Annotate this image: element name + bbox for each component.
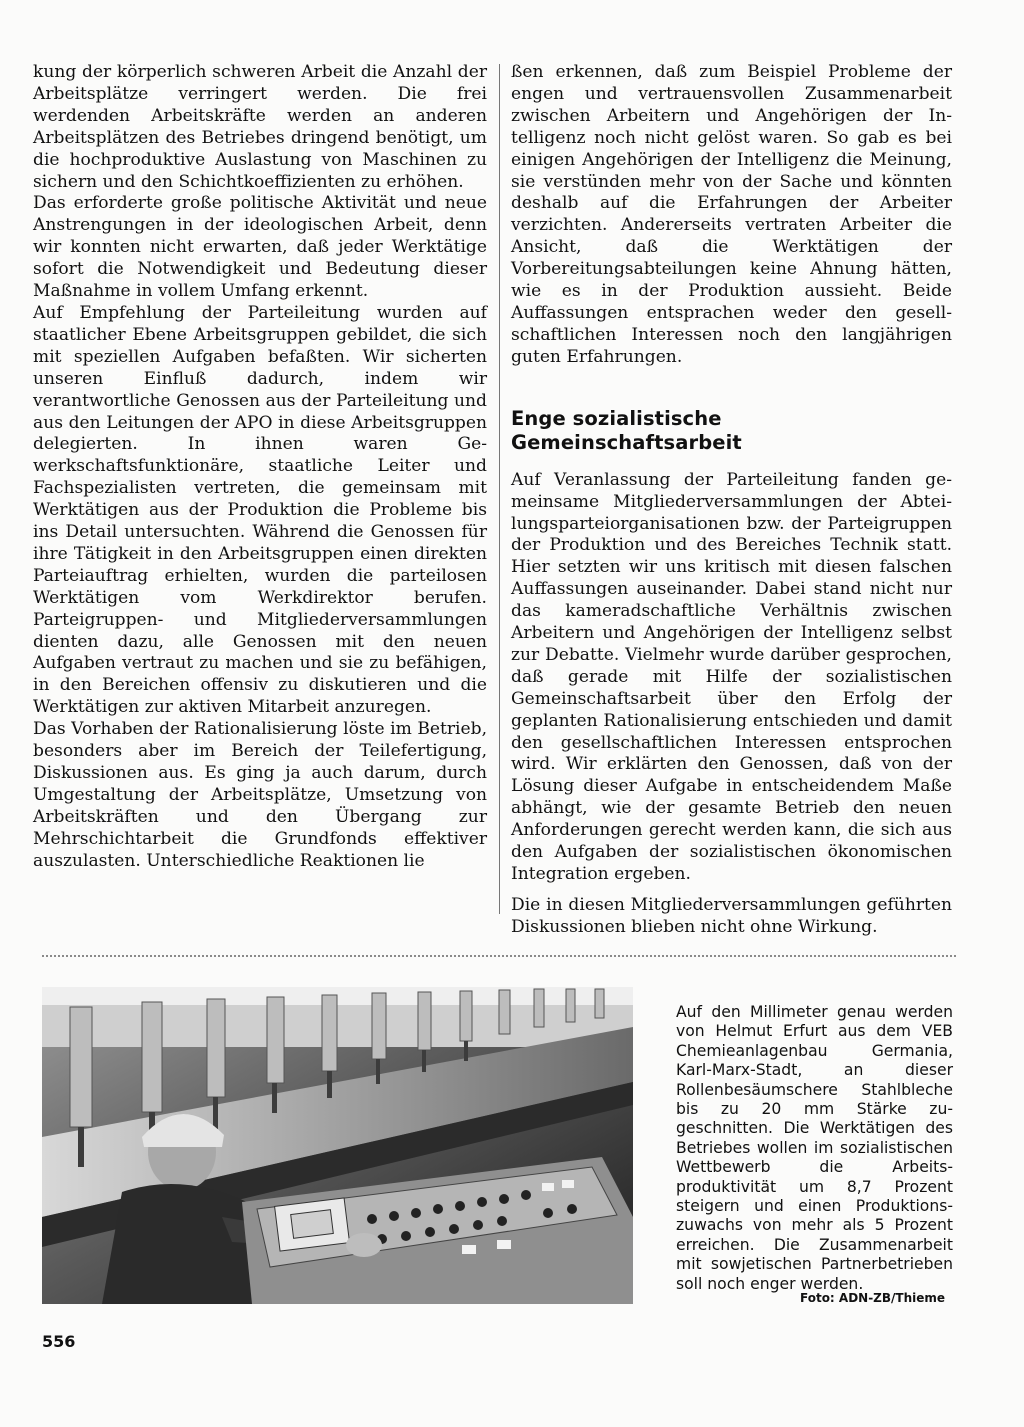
- paragraph: Auf Empfehlung der Parteileitung wurden auf staatlicher Ebene Arbeitsgruppen gebildet, die sich mit speziellen Aufgaben befaßten. Wir sicherten unseren Einfluß dadurch, indem wir verantwortliche Genossen aus der Parteileitung und aus den Leitungen der APO in diese Arbeitsgruppen delegierten. In ihnen waren Gewerkschaftsfunktionäre, staatliche Leiter und Fachspezialisten vertreten, die gemeinsam mit Werktätigen aus der Produktion die Probleme bis ins Detail untersuchten. Während die Genossen für ihre Tätigkeit in den Arbeitsgruppen einen direkten Parteiauftrag erhielten, wurden die parteilosen Werktätigen vom Werkdirektor berufen. Parteigruppen- und Mitgliederversammlungen dienten dazu, alle Genossen mit den neuen Aufgaben vertraut zu machen und sie zu befähigen, in den Bereichen offensiv zu diskutieren und die Werktätigen zur aktiven Mitarbeit anzuregen.: [33, 302, 487, 718]
- photo-illustration: [42, 987, 633, 1304]
- left-text-column: [33, 62, 487, 873]
- section-divider: [42, 955, 956, 957]
- paragraph: kung der körperlich schweren Arbeit die Anzahl der Arbeitsplätze verringert werden. Die frei werdenden Arbeitskräfte werden an anderen Arbeitsplätzen des Betriebes dringend benötigt, um die hochproduktive Auslastung von Maschinen zu sichern und den Schichtkoeffizienten zu erhöhen.: [33, 62, 487, 192]
- paragraph: Auf Veranlassung der Parteileitung fanden gemeinsame Mitgliederversammlungen der Abteilungsparteiorganisationen bzw. der Parteigruppen der Produktion und des Bereiches Technik statt. Hier setzten wir uns kritisch mit diesen falschen Auffassungen auseinander. Dabei stand nicht nur das kameradschaftliche Verhältnis zwischen Arbeitern und Angehörigen der Intelligenz selbst zur Debatte. Vielmehr wurde darüber gesprochen, daß gerade mit Hilfe der sozialistischen Gemeinschaftsarbeit über den Erfolg der geplanten Rationalisierung entschieden und damit den gesellschaftlichen Interessen entsprochen wird. Wir erklärten den Genossen, daß von der Lösung dieser Aufgabe in entscheidendem Maße abhängt, wie der gesamte Betrieb den neuen Anforderungen gerecht werden kann, die sich aus den Aufgaben der sozialistischen ökonomischen Integration ergeben.: [511, 469, 952, 884]
- right-text-column: [511, 62, 952, 939]
- paragraph: Die in diesen Mitgliederversammlungen geführten Diskussionen blieben nicht ohne Wirkung.: [511, 894, 952, 937]
- photo-industrial-control-panel: [42, 987, 633, 1304]
- paragraph-gap: [511, 886, 952, 895]
- photo-caption: Auf den Millimeter genau werden von Helmut Erfurt aus dem VEB Chemieanlagenbau Germania, Karl-Marx-Stadt, an dieser Rollenbesäumschere Stahlbleche bis zu 20 mm Stärke zugeschnitten. Die Werktätigen des Betriebes wollen im sozialistischen Wettbewerb die Arbeitsproduktivität um 8,7 Prozent steigern und einen Produktionszuwachs von mehr als 5 Prozent erreichen. Die Zusammenarbeit mit sowjetischen Partnerbetrieben soll noch enger werden.: [676, 1003, 953, 1293]
- column-divider: [499, 64, 500, 914]
- photo-credit: Foto: ADN-ZB/Thieme: [800, 1291, 946, 1305]
- paragraph: Das Vorhaben der Rationalisierung löste im Betrieb, besonders aber im Bereich der Teilefertigung, Diskussionen aus. Es ging ja auch darum, durch Umgestaltung der Arbeitsplätze, Umsetzung von Arbeitskräften und den Übergang zur Mehrschichtarbeit die Grundfonds effektiver auszulasten. Unterschiedliche Reaktionen lie: [33, 719, 487, 871]
- paragraph: ßen erkennen, daß zum Beispiel Probleme der engen und vertrauensvollen Zusammenarbeit zwischen Arbeitern und Angehörigen der Intelligenz noch nicht gelöst waren. So gab es bei einigen Angehörigen der Intelligenz die Meinung, sie verstünden mehr von der Sache und könnten deshalb auf die Erfahrungen der Arbeiter verzichten. Andererseits vertraten Arbeiter die Ansicht, daß die Werktätigen der Vorbereitungsabteilungen keine Ahnung hätten, wie es in der Produktion aussieht. Beide Auffassungen entsprachen weder den gesellschaftlichen Interessen noch den langjährigen guten Erfahrungen.: [511, 62, 952, 367]
- paragraph: Das erforderte große politische Aktivität und neue Anstrengungen in der ideologischen Arbeit, denn wir konnten nicht erwarten, daß jeder Werktätige sofort die Notwendigkeit und Bedeutung dieser Maßnahme in vollem Umfang erkennt.: [33, 193, 487, 302]
- page-number: 556: [42, 1332, 76, 1351]
- section-heading: Enge sozialistische Gemeinschaftsarbeit: [511, 406, 742, 454]
